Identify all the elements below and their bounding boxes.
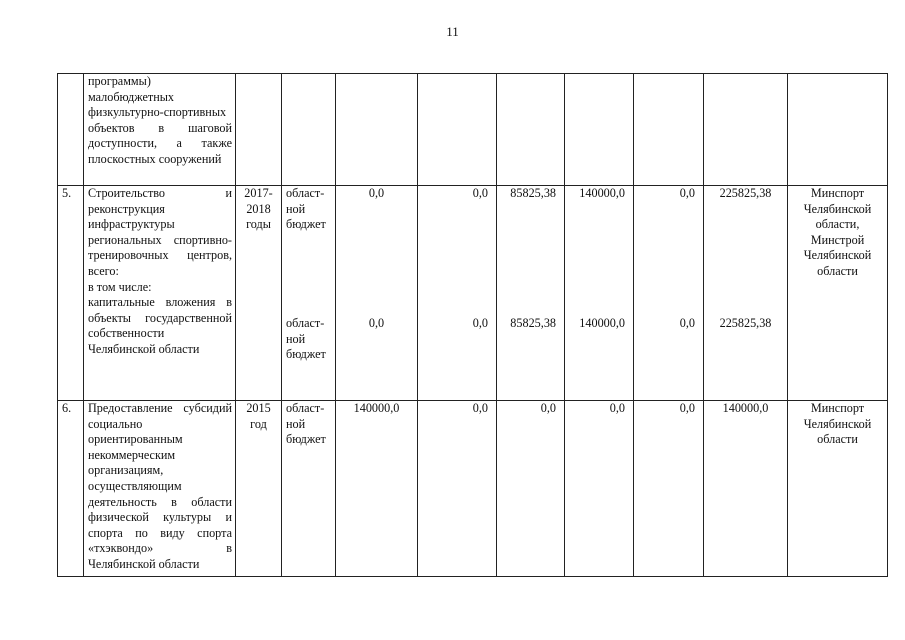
value: 0,0 bbox=[679, 186, 695, 200]
funding-source: област-ной бюджет bbox=[286, 186, 326, 232]
value-cell bbox=[418, 186, 497, 401]
value-cell bbox=[497, 186, 565, 401]
sub-value: 85825,38 bbox=[510, 316, 556, 330]
event-name: Строительство и реконструкция инфраструктуры региональных спортивно-тренировочных центров, всего: bbox=[88, 186, 232, 278]
value-cell bbox=[704, 186, 788, 401]
executor: Минспорт Челябинской области, Минстрой Челябинской области bbox=[788, 186, 888, 401]
row-number: 5. bbox=[58, 186, 84, 401]
executor: Минспорт Челябинской области bbox=[788, 401, 888, 577]
event-years bbox=[236, 74, 282, 186]
value: 85825,38 bbox=[510, 186, 556, 200]
executor bbox=[788, 74, 888, 186]
value: 140000,0 bbox=[579, 186, 625, 200]
sub-label: в том числе: bbox=[88, 279, 152, 294]
sub-funding-source: област-ной бюджет bbox=[286, 316, 326, 362]
value-cell bbox=[336, 74, 418, 186]
value-cell: 140000,0 bbox=[704, 401, 788, 577]
value: 225825,38 bbox=[719, 186, 772, 200]
funding-source-cell bbox=[282, 186, 336, 401]
value-cell: 0,0 bbox=[565, 401, 634, 577]
table-row bbox=[58, 186, 888, 401]
sub-event-name: капитальные вложения в объекты государственной собственности Челябинской области bbox=[88, 295, 232, 356]
sub-value: 0,0 bbox=[368, 316, 385, 330]
table-row bbox=[58, 74, 888, 186]
value-cell bbox=[634, 186, 704, 401]
value-cell bbox=[565, 74, 634, 186]
value-cell: 0,0 bbox=[497, 401, 565, 577]
funding-source: област-ной бюджет bbox=[282, 401, 336, 577]
page-number: 11 bbox=[446, 24, 459, 39]
value-cell bbox=[336, 186, 418, 401]
value-cell bbox=[634, 74, 704, 186]
row-number: 6. bbox=[58, 401, 84, 577]
value-cell bbox=[704, 74, 788, 186]
value-cell bbox=[565, 186, 634, 401]
value-cell: 0,0 bbox=[634, 401, 704, 577]
event-years: 2017-2018 годы bbox=[236, 186, 282, 401]
event-name: программы) малобюджетных физкультурно-спортивных объектов в шаговой доступности, а также плоскостных сооружений bbox=[84, 74, 236, 186]
value: 0,0 bbox=[368, 186, 385, 200]
sub-value: 0,0 bbox=[679, 316, 695, 330]
value-cell bbox=[418, 74, 497, 186]
program-table bbox=[57, 73, 888, 577]
value: 0,0 bbox=[472, 186, 488, 200]
table-row bbox=[58, 401, 888, 577]
value-cell bbox=[497, 74, 565, 186]
funding-source bbox=[282, 74, 336, 186]
value-cell: 0,0 bbox=[418, 401, 497, 577]
sub-value: 0,0 bbox=[472, 316, 488, 330]
sub-value: 140000,0 bbox=[579, 316, 625, 330]
value-cell: 140000,0 bbox=[336, 401, 418, 577]
event-name: Предоставление субсидий социально ориентированным некоммерческим организациям, осуществляющим деятельность в области физической культуры и спорта по виду спорта «тхэквондо» в Челябинской области bbox=[84, 401, 236, 577]
event-years: 2015 год bbox=[236, 401, 282, 577]
event-name-cell bbox=[84, 186, 236, 401]
sub-value: 225825,38 bbox=[719, 316, 772, 330]
row-number bbox=[58, 74, 84, 186]
